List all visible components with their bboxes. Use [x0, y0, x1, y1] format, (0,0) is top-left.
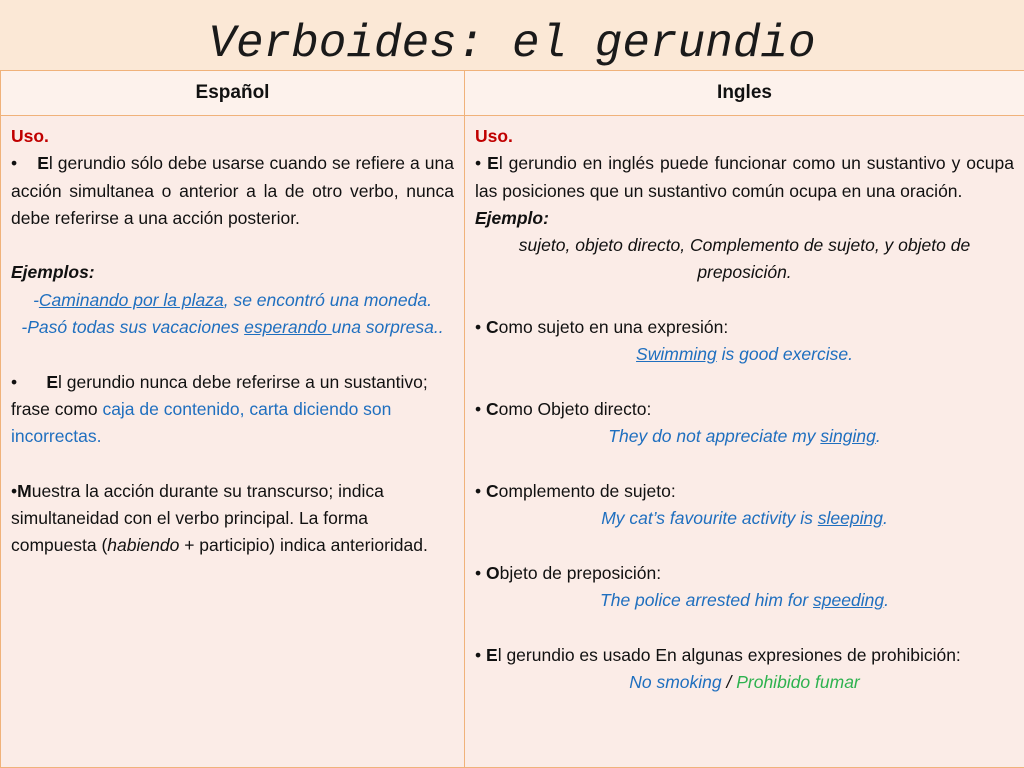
- right-bullet-6: • El gerundio es usado En algunas expresiones de prohibición:: [475, 642, 1014, 669]
- left-bullet-3: •Muestra la acción durante su transcurso; indica simultaneidad con el verbo principal. La forma compuesta (habiendo + participio) indica anterioridad.: [11, 478, 454, 560]
- left-example-2: -Pasó todas sus vacaciones esperando una sorpresa..: [21, 317, 444, 338]
- bullet-initial: M: [17, 480, 32, 501]
- column-ingles: [465, 116, 1024, 768]
- right-example-4: My cat’s favourite activity is sleeping.: [601, 508, 888, 529]
- bullet-initial: E: [487, 153, 499, 174]
- right-bullet-4: • Complemento de sujeto:: [475, 478, 1014, 505]
- column-espanol: [1, 116, 465, 768]
- ejemplos-label: Ejemplos:: [11, 262, 95, 283]
- example-gerund: speeding: [813, 590, 885, 611]
- bullet-icon: •: [11, 153, 18, 174]
- header-espanol: Español: [1, 71, 465, 116]
- bullet-initial: E: [486, 644, 498, 665]
- bullet-icon: •: [475, 644, 482, 665]
- bullet-icon: •: [475, 480, 482, 501]
- bullet-initial: C: [486, 317, 499, 338]
- right-bullet-2: • Como sujeto en una expresión:: [475, 314, 1014, 341]
- left-bullet-2: [11, 369, 454, 451]
- ejemplo-label: Ejemplo:: [475, 207, 549, 228]
- bullet-initial: C: [486, 398, 499, 419]
- comparison-table: [0, 70, 1024, 768]
- right-example-5: The police arrested him for speeding.: [600, 590, 889, 611]
- right-example-3: They do not appreciate my singing.: [608, 426, 881, 447]
- bullet-initial: C: [486, 480, 499, 501]
- bullet-icon: •: [475, 398, 482, 419]
- uso-label-right: Uso.: [475, 126, 513, 146]
- table-header-row: [1, 71, 1024, 116]
- bullet-icon: •: [475, 562, 482, 583]
- bullet-text: l gerundio nunca debe referirse a un sustantivo; frase como: [11, 371, 428, 419]
- bullet-initial: E: [37, 153, 49, 174]
- example-gerund: sleeping: [817, 508, 883, 529]
- spanish-phrase: Prohibido fumar: [736, 671, 860, 692]
- example-gerund: singing: [820, 426, 876, 447]
- slide-title: Verboides: el gerundio: [208, 18, 816, 70]
- bullet-icon: •: [11, 480, 18, 501]
- bullet-initial: E: [46, 371, 59, 392]
- bullet-icon: •: [475, 317, 482, 338]
- right-bullet-3: • Como Objeto directo:: [475, 396, 1014, 423]
- left-example-1: -Caminando por la plaza, se encontró una moneda.: [33, 289, 432, 310]
- example-gerund: esperando: [244, 317, 332, 338]
- english-phrase: No smoking: [629, 671, 722, 692]
- left-bullet-1: [11, 150, 454, 232]
- right-bullet-1: • El gerundio en inglés puede funcionar como un sustantivo y ocupa las posiciones que un sustantivo común ocupa en una oración.: [475, 150, 1014, 205]
- ejemplo-text: sujeto, objeto directo, Complemento de sujeto, y objeto de preposición.: [518, 235, 971, 283]
- right-example-6: No smoking / Prohibido fumar: [629, 671, 860, 692]
- uso-label-left: Uso.: [11, 126, 49, 146]
- bullet-icon: •: [475, 153, 482, 174]
- table-body-row: [1, 116, 1024, 768]
- incorrect-examples: caja de contenido, carta diciendo son incorrectas.: [11, 398, 392, 447]
- right-example-2: Swimming is good exercise.: [636, 344, 853, 365]
- header-ingles: Ingles: [465, 71, 1024, 116]
- bullet-initial: O: [486, 562, 500, 583]
- bullet-text: l gerundio sólo debe usarse cuando se refiere a una acción simultanea o anterior a la de otro verbo, nunca debe referirse a una acción posterior.: [11, 153, 455, 228]
- example-gerund: Caminando por la plaza: [38, 289, 224, 310]
- right-bullet-5: • Objeto de preposición:: [475, 560, 1014, 587]
- example-gerund: Swimming: [636, 344, 717, 365]
- bullet-icon: •: [11, 371, 18, 392]
